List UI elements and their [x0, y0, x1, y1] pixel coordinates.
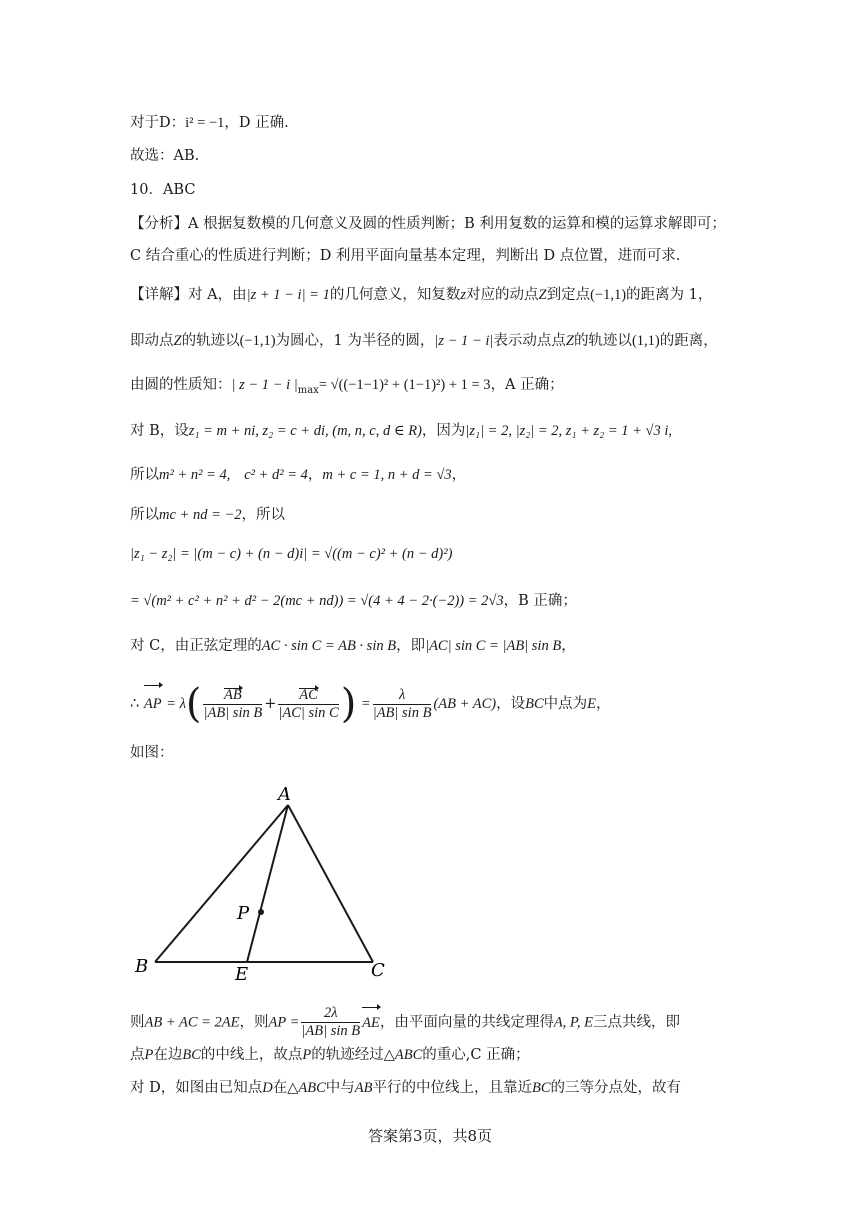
text: 点 [130, 1047, 145, 1063]
text: ，由平面向量的共线定理得 [379, 1014, 554, 1031]
math: Z [538, 287, 547, 303]
text: ， [596, 696, 611, 712]
point-P [258, 909, 264, 915]
triangle-figure [125, 778, 405, 983]
vector-AC: AC [299, 686, 318, 703]
math: P [144, 1047, 154, 1063]
math: E [587, 696, 597, 712]
text: 中与 [325, 1080, 355, 1096]
detail-b-line-1 [130, 421, 672, 441]
math: |z − 1 − i| [434, 333, 494, 349]
math: |AC| sin C = |AB| sin B [425, 638, 562, 654]
math: (−1,1) [590, 287, 627, 303]
text: ，因为 [421, 423, 466, 439]
math-subscript: max [297, 384, 319, 396]
text: 的三等分点处，故有 [550, 1080, 682, 1096]
text: 的几何意义，知复数 [329, 287, 461, 303]
text: 对应的动点 [466, 287, 539, 303]
math: AC · sin C = AB · sin B [261, 638, 397, 654]
detail-a-line-1 [130, 285, 712, 305]
text: ，设 [496, 696, 526, 712]
label-B: B [135, 956, 149, 977]
math: | z − 1 − i | [231, 377, 298, 393]
math: P [302, 1047, 312, 1063]
question-10-answer: 10．ABC [130, 182, 196, 198]
as-figure-label: 如图： [130, 745, 174, 761]
math: = √(m² + c² + n² + d² − 2(mc + nd)) = √(4 + 4 − 2·(−2)) = 2√3 [130, 593, 504, 609]
text: 对 D，如图由已知点 [130, 1080, 263, 1096]
fraction [373, 687, 432, 722]
text: 由圆的性质知： [130, 377, 232, 393]
math: |AB| sin B [301, 1023, 361, 1039]
text: 的距离为 1， [626, 287, 713, 303]
label-C: C [371, 960, 385, 981]
choose-line: 故选：AB. [130, 148, 200, 164]
detail-a-line-3 [130, 375, 564, 395]
math: Z [565, 333, 574, 349]
text: ，则 [239, 1014, 269, 1031]
right-paren: ) [340, 681, 357, 727]
vector-AP: AP [144, 684, 162, 724]
label-P: P [237, 903, 250, 924]
text: ，即 [396, 638, 426, 654]
text: ，B 正确； [503, 593, 577, 609]
fraction [203, 687, 262, 722]
analysis-line-1: 【分析】A 根据复数模的几何意义及圆的性质判断；B 利用复数的运算和模的运算求解即可； [130, 216, 726, 232]
math: BC [531, 1080, 551, 1096]
math: |z₁ − z₂| = |(m − c) + (n − d)i| = √((m − c)² + (n − d)²) [130, 546, 453, 562]
text: 平行的中位线上，且靠近 [372, 1080, 532, 1096]
label-E: E [235, 964, 249, 983]
text: 在边 [153, 1047, 183, 1063]
math: D [262, 1080, 273, 1096]
math: △ABC [287, 1080, 326, 1096]
math: (1,1) [631, 333, 660, 349]
detail-c-line-3 [130, 1005, 680, 1040]
math: λ [373, 687, 432, 705]
left-paren: ( [185, 681, 202, 727]
fraction [278, 687, 338, 722]
math: |z₁| = 2, |z₂| = 2, z₁ + z₂ = 1 + √3 i, [465, 423, 672, 439]
math: = λ [166, 696, 186, 712]
math: z₁ = m + ni, z₂ = c + di, (m, n, c, d ∈ R) [188, 423, 422, 439]
math: BC [182, 1047, 201, 1063]
text: ，A 正确； [490, 377, 564, 393]
text: 的中线上，故点 [200, 1047, 303, 1063]
text: 对于D： [130, 115, 186, 131]
vector-AB: AB [223, 686, 242, 703]
math: Z [173, 333, 182, 349]
text: ， [451, 467, 467, 483]
math: = [360, 696, 371, 712]
math: |AC| sin C [278, 704, 339, 721]
detail-d-line-1 [130, 1078, 681, 1098]
text: 的轨迹经过 [311, 1047, 384, 1063]
text: 的轨迹以 [573, 333, 632, 349]
math: ∴ [130, 696, 140, 712]
text: 所以 [130, 507, 159, 523]
math: |z + 1 − i| = 1 [246, 287, 330, 303]
math: = √((−1−1)² + (1−1)²) + 1 = 3 [318, 377, 491, 393]
text: 所以 [130, 467, 159, 483]
text: 则 [130, 1014, 145, 1031]
label-A: A [278, 784, 291, 805]
detail-b-line-4 [130, 544, 452, 564]
detail-c-line-4 [130, 1045, 530, 1065]
text: 对 C，由正弦定理的 [130, 638, 262, 654]
text: 【详解】对 A，由 [130, 287, 247, 303]
math: z [460, 287, 466, 303]
text: 中点为 [543, 696, 588, 712]
fraction [301, 1005, 360, 1040]
math: mc + nd = −2 [159, 507, 242, 523]
math: 2λ [301, 1005, 360, 1023]
text: 即动点 [130, 333, 174, 349]
text: ， [561, 638, 576, 654]
text: 对 B，设 [130, 423, 189, 439]
text: 的重心,C 正确； [422, 1047, 530, 1063]
math: |AB| sin B [203, 704, 263, 721]
detail-a-line-2 [130, 331, 718, 351]
math: m + c = 1, n + d = √3 [322, 467, 452, 483]
text: ，所以 [241, 507, 286, 523]
math: AB + AC = 2AE [144, 1014, 240, 1031]
text: 三点共线，即 [593, 1014, 681, 1031]
text: ，D 正确. [224, 115, 289, 131]
math: (AB + AC) [433, 696, 497, 712]
math: |AB| sin B [372, 704, 432, 721]
vector-AE: AE [362, 1006, 380, 1040]
analysis-line-2: C 结合重心的性质进行判断；D 利用平面向量基本定理，判断出 D 点位置，进而可求. [130, 248, 681, 264]
text: 表示动点点 [493, 333, 566, 349]
math: AP = [268, 1014, 300, 1031]
detail-b-line-2 [130, 465, 466, 485]
math: AB [354, 1080, 373, 1096]
detail-b-line-3 [130, 505, 285, 525]
math: i² = −1 [185, 115, 225, 131]
text: 在 [272, 1080, 288, 1096]
math: BC [525, 696, 544, 712]
math: △ABC [383, 1047, 423, 1063]
text: ， [307, 467, 323, 483]
math: (−1,1) [239, 333, 276, 349]
math: A, P, E [553, 1014, 594, 1031]
text: 的轨迹以 [181, 333, 240, 349]
detail-b-line-5 [130, 591, 577, 611]
d-check-line [130, 113, 289, 133]
side-AC [288, 805, 373, 962]
detail-c-line-1 [130, 636, 576, 656]
math: m² + n² = 4, [159, 467, 231, 483]
text: 为圆心，1 为半径的圆， [275, 333, 435, 349]
math: c² + d² = 4 [244, 467, 308, 483]
text: 的距离， [659, 333, 718, 349]
detail-c-line-2: ∴ AP = λ( $\frac{AB}{\text{|AB| sin B}}$ + $\frac{AC}{\text{|AC| sin C}}$ ) = $\frac{\lambda}{\text{|AB| sin B}}$ (AB + AC)，设BC中点为E， [130, 681, 611, 727]
page-footer: 答案第3页，共8页 [367, 1127, 493, 1145]
text: 到定点 [546, 287, 591, 303]
